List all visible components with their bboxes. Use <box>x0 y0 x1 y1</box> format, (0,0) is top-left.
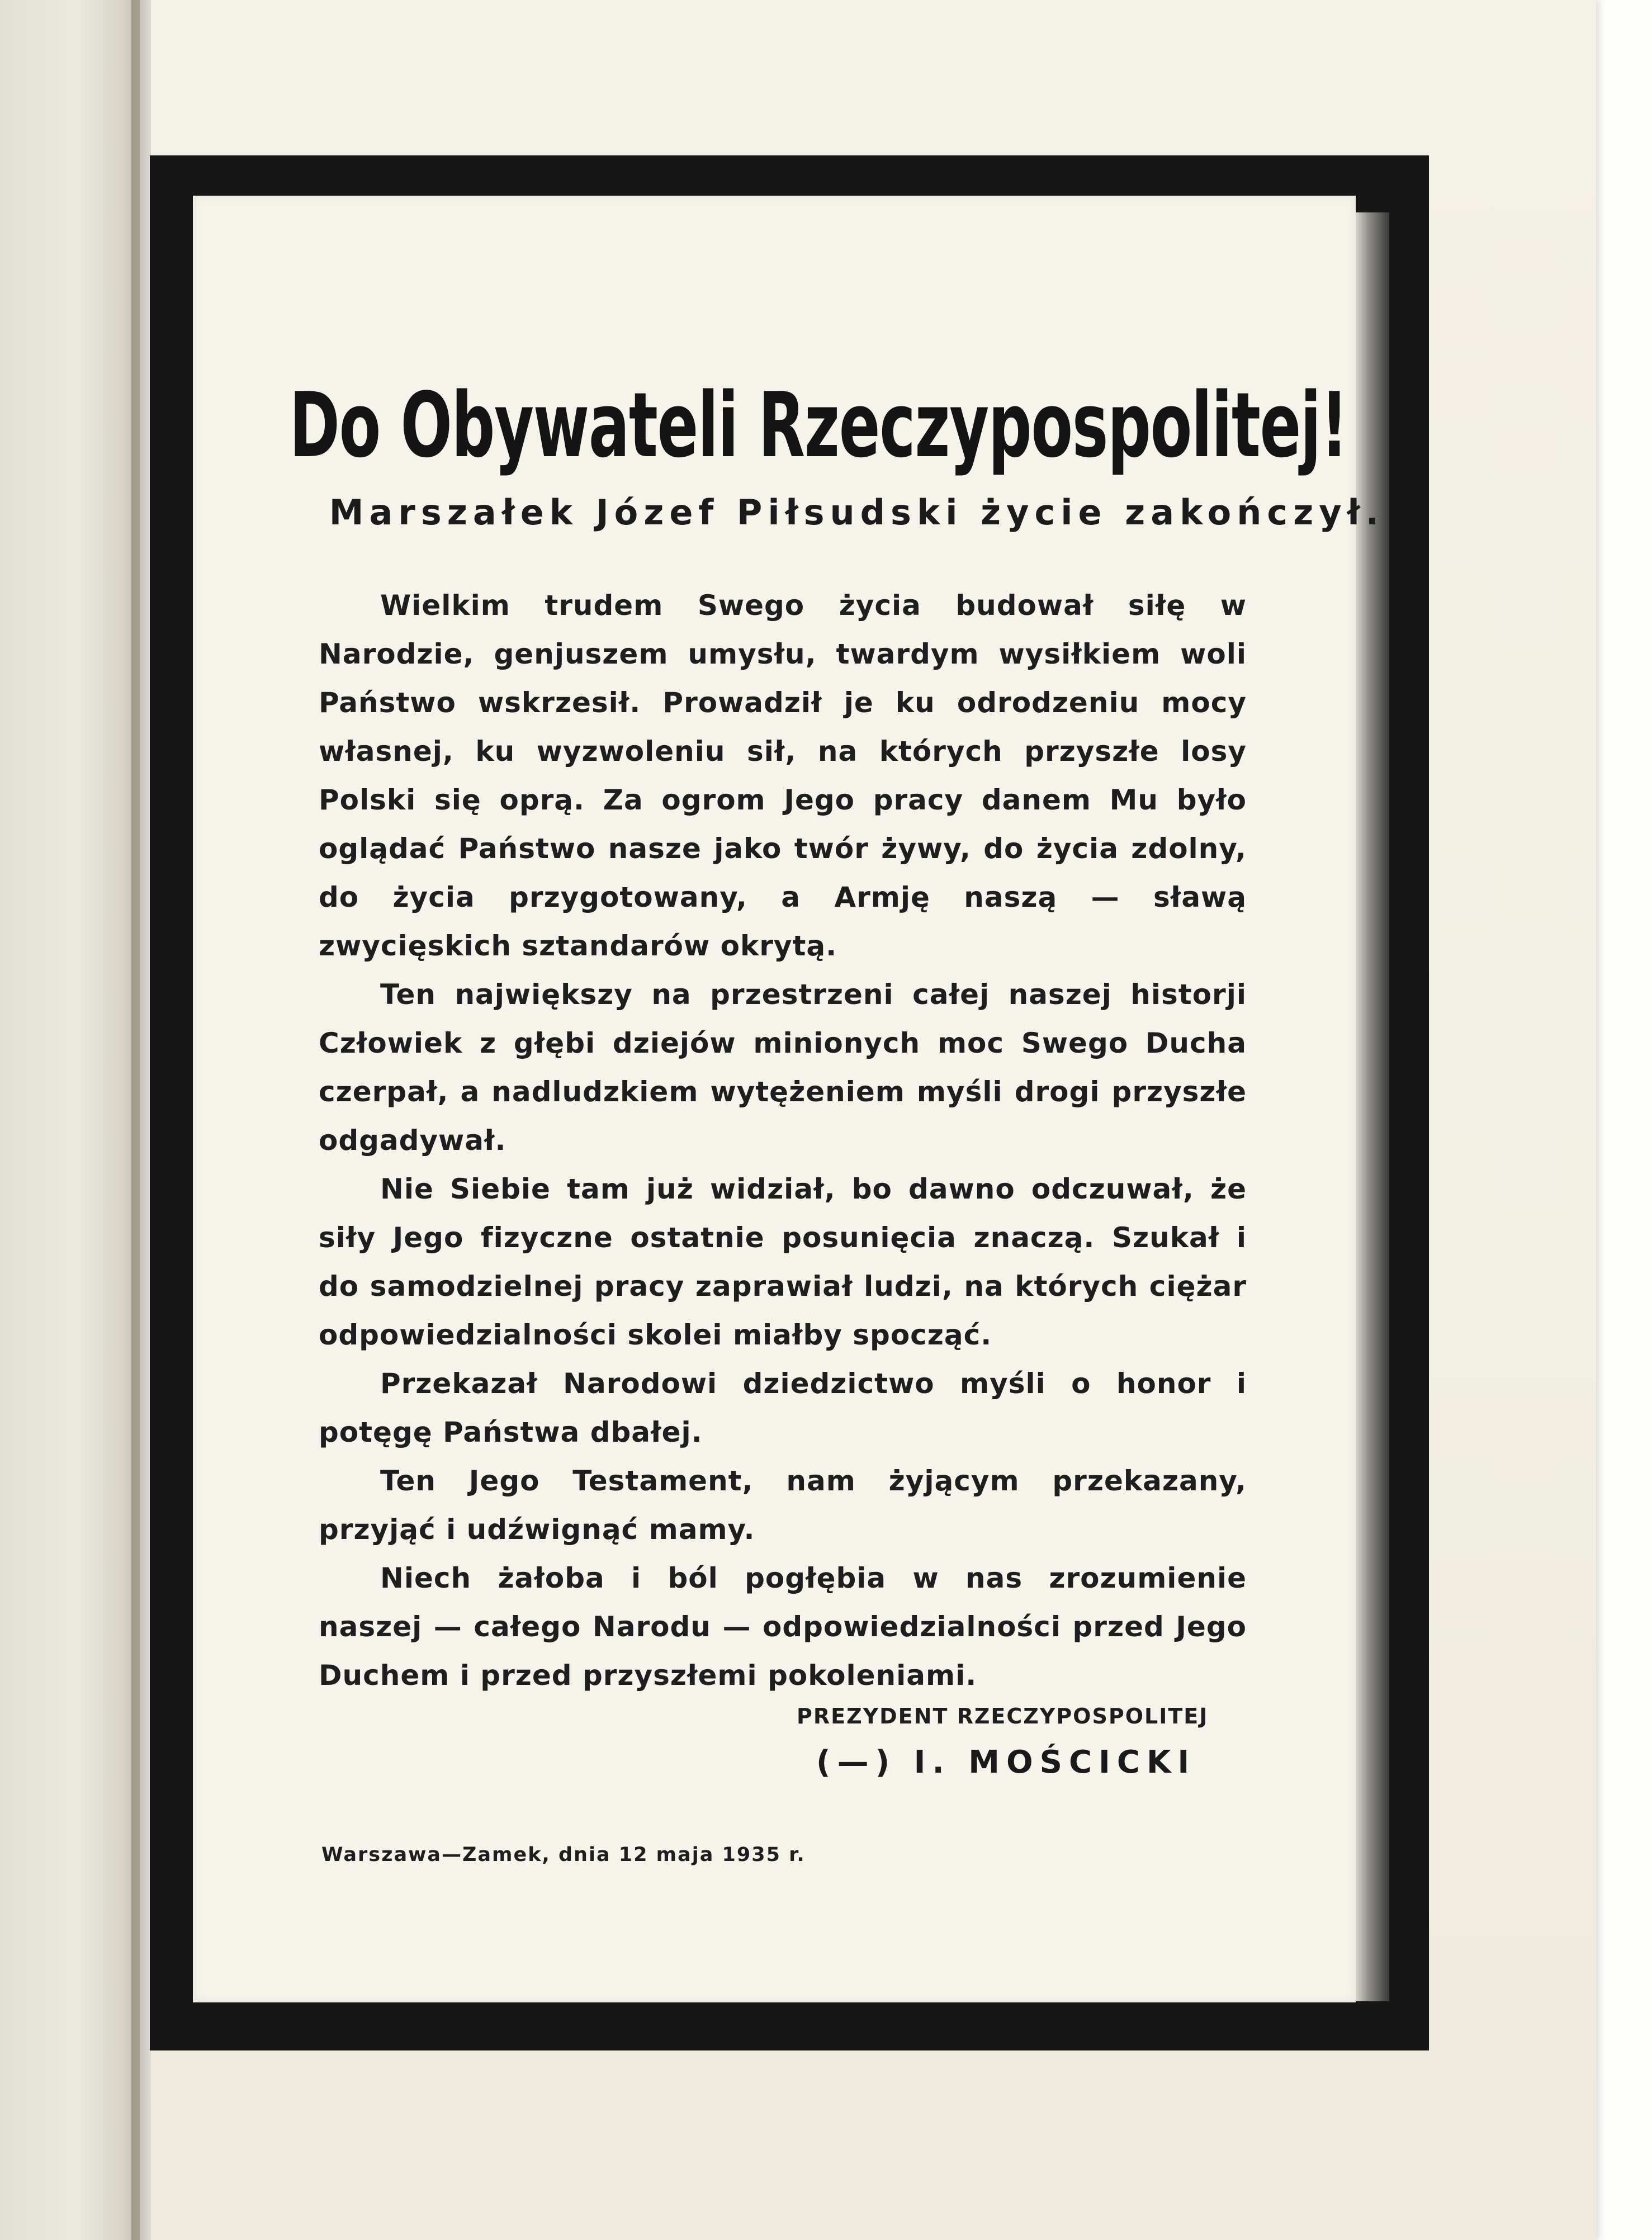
body-paragraph: Ten największy na przestrzeni całej naszej historji Człowiek z głębi dziejów minionych moc Swego Ducha czerpał, a nadludzkiem wytężeniem myśli drogi przyszłe odgadywał. <box>319 978 1247 1157</box>
border-shadow-strip <box>1356 212 1389 2001</box>
body-paragraph: Niech żałoba i ból pogłębia w nas zrozumienie naszej — całego Narodu — odpowiedzialności przed Jego Duchem i przed przyszłemi pokoleniami. <box>319 1562 1247 1692</box>
body-paragraph: Ten Jego Testament, nam żyjącym przekazany, przyjąć i udźwignąć mamy. <box>319 1465 1247 1546</box>
document-subtitle: Marszałek Józef Piłsudski życie zakończył. <box>329 492 1385 533</box>
body-paragraph: Wielkim trudem Swego życia budował siłę w Narodzie, genjuszem umysłu, twardym wysiłkiem woli Państwo wskrzesił. Prowadził je ku odrodzeniu mocy własnej, ku wyzwoleniu sił, na których przyszłe losy Polski się oprą. Za ogrom Jego pracy danem Mu było oglądać Państwo nasze jako twór żywy, do życia zdolny, do życia przygotowany, a Armję naszą — sławą zwycięskich sztandarów okrytą. <box>319 589 1247 962</box>
facing-page <box>0 0 140 2240</box>
body-paragraph: Przekazał Narodowi dziedzictwo myśli o honor i potęgę Państwa dbałej. <box>319 1367 1247 1448</box>
signature-role: PREZYDENT RZECZYPOSPOLITEJ <box>797 1704 1209 1728</box>
signature-name: (—) I. MOŚCICKI <box>816 1744 1196 1780</box>
document-title: Do Obywateli Rzeczypospolitej! <box>289 373 1348 478</box>
body-paragraph: Nie Siebie tam już widział, bo dawno odczuwał, że siły Jego fizyczne ostatnie posunięcia znaczą. Szukał i do samodzielnej pracy zaprawiał ludzi, na których ciężar odpowiedzialności skolei miałby spocząć. <box>319 1173 1247 1351</box>
document-body <box>319 581 1247 1700</box>
place-and-date: Warszawa—Zamek, dnia 12 maja 1935 r. <box>321 1844 806 1866</box>
